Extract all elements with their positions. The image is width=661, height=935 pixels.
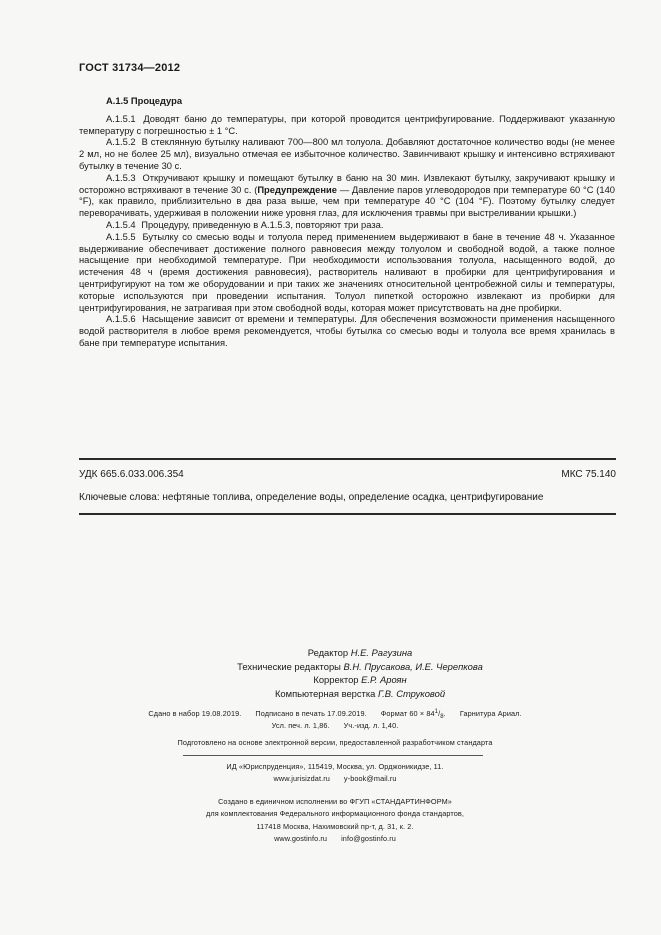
publisher-sheets: Уч.-изд. л. 1,40. bbox=[343, 721, 399, 731]
credits-block bbox=[150, 646, 570, 700]
paragraph-text: В стеклянную бутылку наливают 700—800 мл толуола. Добавляют достаточное количество воды (не менее 2 мл, но не более 25 мл), визуально отмечая ее избыточное количество. Завинчивают крышку и интенсивно встряхивают бутылку в течение 30 с. bbox=[79, 137, 615, 171]
paragraph-a152 bbox=[79, 137, 615, 172]
paragraph-a153 bbox=[79, 173, 615, 220]
created-address: 117418 Москва, Нахимовский пр-т, д. 31, к. 2. bbox=[256, 821, 414, 831]
created-site-link[interactable]: www.gostinfo.ru bbox=[274, 834, 328, 844]
typeface: Гарнитура Ариал. bbox=[459, 709, 522, 718]
tech-editors-label: Технические редакторы bbox=[237, 660, 341, 672]
created-block bbox=[100, 796, 570, 846]
classification-row bbox=[79, 469, 616, 480]
created-contacts bbox=[100, 833, 570, 845]
paragraph-number: А.1.5.5 bbox=[106, 231, 136, 242]
paragraph-number: А.1.5.2 bbox=[106, 137, 136, 148]
paragraph-number: А.1.5.3 bbox=[106, 172, 136, 183]
paragraph-number: А.1.5.6 bbox=[106, 314, 136, 325]
tech-editors-line bbox=[150, 660, 570, 674]
publisher-block bbox=[100, 761, 570, 786]
format-prefix: Формат 60 × 84 bbox=[380, 709, 435, 718]
paragraph-a154 bbox=[79, 220, 615, 232]
paragraph-text-after: — Давление паров углеводородов при температуре 60 °С (140 °F), как правило, приблизительно в два раза выше, чем при температуре 40 °С (104 °F). Поэтому бутылку следует переворачивать, удерживая в положении ниже уровня глаз, для исключения травмы при выстреливании крышки.) bbox=[79, 184, 616, 219]
print-details-line2 bbox=[100, 720, 570, 732]
created-line1: Создано в единичном исполнении во ФГУП «СТАНДАРТИНФОРМ» bbox=[218, 797, 452, 806]
tech-editors-names: В.Н. Прусакова, И.Е. Черепкова bbox=[343, 660, 483, 672]
corrector-line bbox=[150, 673, 570, 687]
mks-code: МКС 75.140 bbox=[561, 469, 616, 480]
editor-name: Н.Е. Рагузина bbox=[350, 647, 413, 658]
layout-label: Компьютерная верстка bbox=[274, 687, 376, 699]
paragraph-number: А.1.5.1 bbox=[106, 113, 136, 124]
prepared-note: Подготовлено на основе электронной версии, предоставленной разработчиком стандарта bbox=[177, 738, 493, 747]
publisher-site-link[interactable]: www.jurisizdat.ru bbox=[273, 774, 330, 784]
udk-code: УДК 665.6.033.006.354 bbox=[79, 469, 184, 480]
format-sup: 1 bbox=[434, 709, 439, 715]
paragraph-a155 bbox=[79, 232, 615, 315]
editor-line bbox=[150, 646, 570, 660]
paragraph-a151 bbox=[79, 114, 615, 138]
created-line2: для комплектования Федерального информационного фонда стандартов, bbox=[206, 809, 464, 819]
publisher-address: ИД «Юриспруденция», 115419, Москва, ул. Орджоникидзе, 11. bbox=[226, 762, 444, 771]
paragraph-a156 bbox=[79, 314, 615, 349]
corrector-name: Е.Р. Ароян bbox=[361, 674, 407, 686]
editor-label: Редактор bbox=[307, 647, 349, 658]
print-sheets: Усл. печ. л. 1,86. bbox=[271, 721, 330, 731]
print-date: Подписано в печать 17.09.2019. bbox=[255, 709, 367, 718]
layout-name: Г.В. Струковой bbox=[377, 687, 446, 699]
bottom-divider bbox=[79, 513, 616, 515]
paragraph-text: Бутылку со смесью воды и толуола перед применением выдерживают в бане в течение 48 ч. Указанное выдерживание обеспечивает достижение полного равновесия между толуолом и свободной водой, а также полное насыщение при необходимой температуре. При необходимости использования толуола, насыщенного водой, до истечения 48 ч (время достижения равновесия), растворитель наливают в пробирки для центрифугирования и центрифугируют на том же оборудовании и при таких же значениях относительной центробежной силы и температуры, которые используются при проведении испытания. Толуол пипеткой осторожно извлекают из пробирки для центрифугирования, не затрагивая при этом свободной воды, которая может присутствовать на дне пробирки. bbox=[79, 231, 615, 313]
format-sub: 8 bbox=[440, 714, 444, 720]
top-divider bbox=[79, 458, 616, 460]
typeset-date: Сдано в набор 19.08.2019. bbox=[148, 709, 242, 718]
procedure-section bbox=[79, 96, 615, 350]
section-title: А.1.5 Процедура bbox=[106, 96, 183, 106]
keywords: Ключевые слова: нефтяные топлива, определение воды, определение осадка, центрифугирование bbox=[79, 492, 544, 503]
paragraph-text: Процедуру, приведенную в А.1.5.3, повторяют три раза. bbox=[141, 219, 384, 230]
print-details bbox=[100, 708, 570, 733]
paragraph-number: А.1.5.4 bbox=[106, 219, 136, 230]
publisher-contacts bbox=[100, 773, 570, 785]
paragraph-text: Насыщение зависит от времени и температуры. Для обеспечения возможности применения насыщенного водой растворителя в любое время рекомендуется, чтобы бутылка со смесью воды и толуола все время хранилась в бане при температуре испытания. bbox=[79, 314, 615, 348]
paragraph-text-before: Откручивают крышку и помещают бутылку в баню на 30 мин. Извлекают бутылку, закручивают крышку и осторожно встряхивают в течение 30 с. ( bbox=[79, 172, 615, 195]
corrector-label: Корректор bbox=[313, 674, 359, 686]
publisher-divider bbox=[183, 755, 483, 756]
warning-label: Предупреждение bbox=[257, 184, 337, 195]
print-details-line1: Сдано в набор 19.08.2019. Подписано в печать 17.09.2019. Формат $60 \times 84^1/_8$. Гарнитура Ариал. bbox=[148, 709, 522, 720]
standard-code-header: ГОСТ 31734—2012 bbox=[79, 62, 181, 74]
created-email-link[interactable]: info@gostinfo.ru bbox=[341, 834, 396, 844]
paragraph-text: Доводят баню до температуры, при которой проводится центрифугирование. Поддерживают указанную температуру с погрешностью ± 1 °С. bbox=[79, 113, 615, 136]
layout-line bbox=[150, 687, 570, 701]
publisher-email-link[interactable]: y-book@mail.ru bbox=[343, 774, 397, 784]
